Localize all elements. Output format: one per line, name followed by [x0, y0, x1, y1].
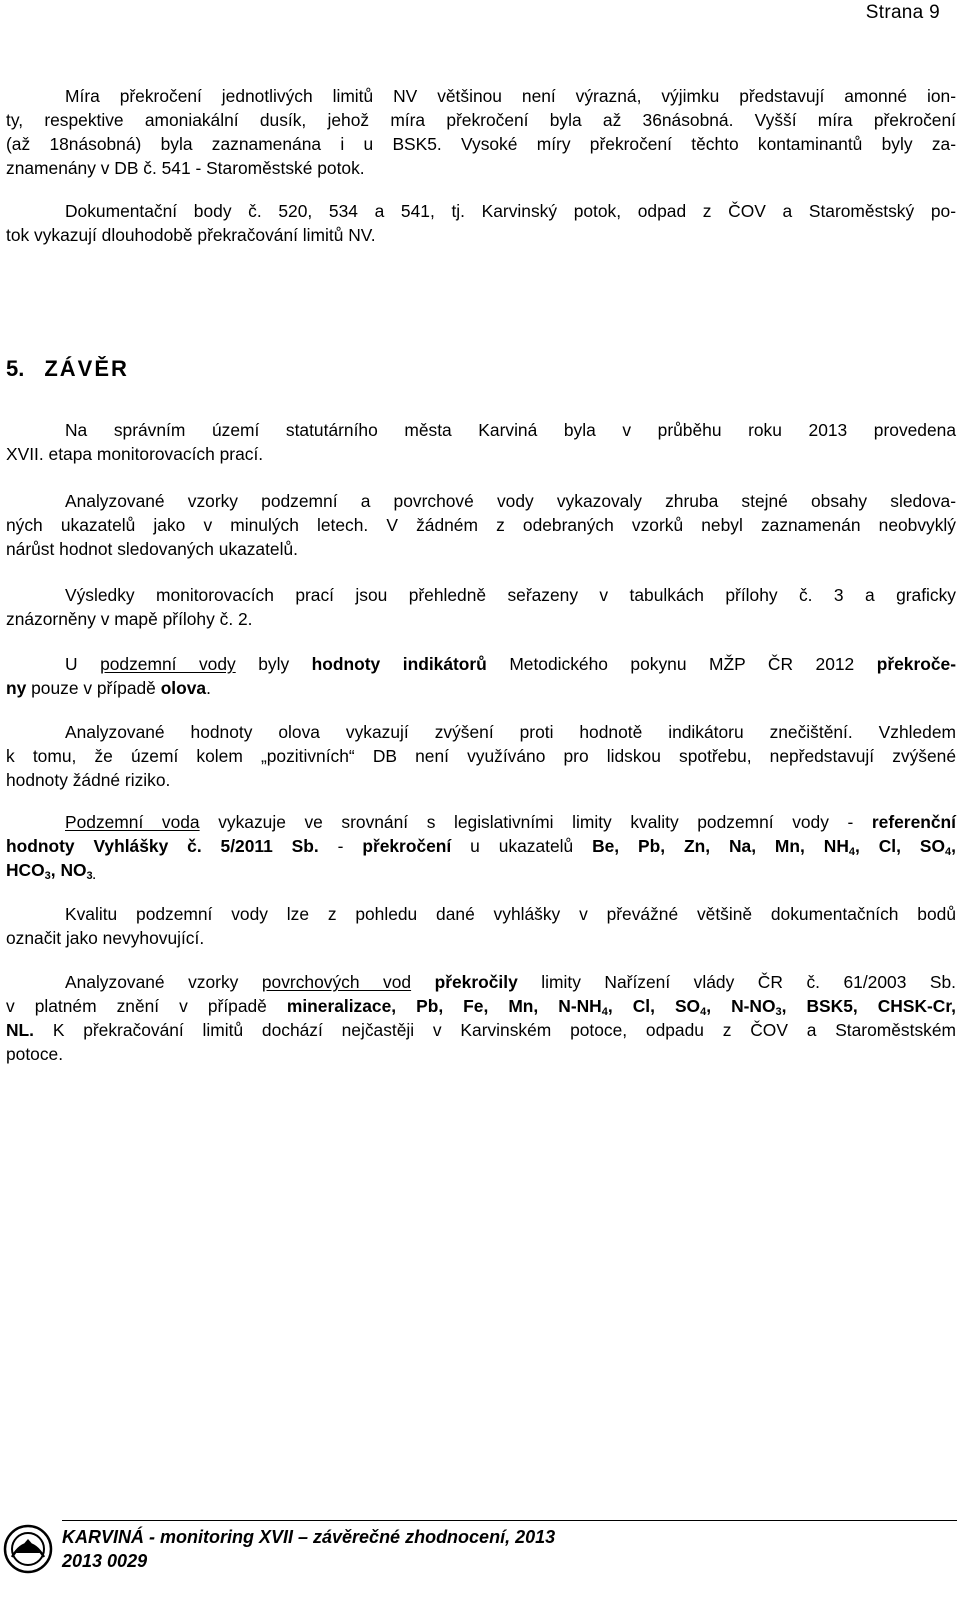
paragraph-lead	[6, 720, 956, 792]
text-line: NL. K překračování limitů dochází nejčastěji v Karvinském potoce, odpadu z ČOV a Staroměstském	[6, 1020, 956, 1040]
paragraph-ammonium	[6, 84, 956, 180]
text-line: XVII. etapa monitorovacích prací.	[6, 444, 264, 464]
page-number: Strana 9	[865, 2, 940, 23]
section-heading	[6, 356, 129, 382]
paragraph-documentation-points	[6, 199, 956, 247]
section-title: ZÁVĚR	[44, 356, 129, 381]
text-line: ty, respektive amoniakální dusík, jehož míra překročení byla až 36násobná. Vyšší míra překročení	[6, 110, 956, 130]
text-line: Analyzované vzorky podzemní a povrchové vody vykazovaly zhruba stejné obsahy sledova-	[65, 491, 956, 511]
text-line: Analyzované hodnoty olova vykazují zvýšení proti hodnotě indikátoru znečištění. Vzhledem	[65, 722, 956, 742]
text-line: potoce.	[6, 1044, 64, 1064]
text-line: hodnoty žádné riziko.	[6, 770, 171, 790]
text-line: Míra překročení jednotlivých limitů NV většinou není výrazná, výjimku představují amonné ion-	[65, 86, 956, 106]
footer-title: KARVINÁ - monitoring XVII – závěrečné zhodnocení, 2013	[62, 1527, 556, 1547]
text-line: (až 18násobná) byla zaznamenána i u BSK5. Vysoké míry překročení těchto kontaminantů byly za-	[6, 134, 956, 154]
text-line: nárůst hodnot sledovaných ukazatelů.	[6, 539, 298, 559]
paragraph-surface-water	[6, 970, 956, 1066]
text-line: tok vykazují dlouhodobě překračování limitů NV.	[6, 225, 376, 245]
text-line: ných ukazatelů jako v minulých letech. V žádném z odebraných vzorků nebyl zaznamenán neobvyklý	[6, 515, 956, 535]
paragraph-groundwater-quality	[6, 902, 956, 950]
text-line: U podzemní vody byly hodnoty indikátorů Metodického pokynu MŽP ČR 2012 překroče-	[65, 654, 957, 674]
paragraph-results	[6, 583, 956, 631]
text-line: Výsledky monitorovacích prací jsou přehledně seřazeny v tabulkách přílohy č. 3 a graficky	[65, 585, 956, 605]
text-line: Podzemní voda vykazuje ve srovnání s legislativními limity kvality podzemní vody - referenční	[65, 812, 956, 832]
paragraph-territory	[6, 418, 956, 466]
text-line: znamenány v DB č. 541 - Staroměstské potok.	[6, 158, 365, 178]
paragraph-groundwater-indicators	[6, 652, 956, 700]
footer-divider	[62, 1520, 957, 1521]
text-line: Analyzované vzorky povrchových vod překročily limity Nařízení vlády ČR č. 61/2003 Sb.	[65, 972, 956, 992]
text-line: k tomu, že území kolem „pozitivních“ DB není využíváno pro lidskou spotřebu, nepředstavují zvýšené	[6, 746, 956, 766]
text-line: $HCO_3$, $NO_{3.}$	[6, 860, 96, 882]
text-line: označit jako nevyhovující.	[6, 928, 205, 948]
paragraph-samples	[6, 489, 956, 561]
footer-code: 2013 0029	[62, 1551, 148, 1571]
text-line: znázorněny v mapě přílohy č. 2.	[6, 609, 253, 629]
text-line: Dokumentační body č. 520, 534 a 541, tj. Karvinský potok, odpad z ČOV a Staroměstský po-	[65, 201, 956, 221]
company-logo-icon	[2, 1523, 54, 1575]
text-line: Na správním území statutárního města Karviná byla v průběhu roku 2013 provedena	[65, 420, 956, 440]
text-line: ny pouze v případě olova.	[6, 678, 211, 698]
text-line: hodnoty Vyhlášky č. 5/2011 Sb. - překročení u ukazatelů Be, Pb, Zn, Na, Mn, $NH_4$, Cl, $SO_4$,	[6, 836, 956, 858]
text-line: Kvalitu podzemní vody lze z pohledu dané vyhlášky v převážné většině dokumentačních bodů	[65, 904, 956, 924]
section-number: 5.	[6, 356, 25, 381]
text-line: v platném znění v případě mineralizace, Pb, Fe, Mn, $N-NH_4$, Cl, $SO_4$, $N-NO_3$, BSK5, CHSK-Cr,	[6, 996, 956, 1018]
paragraph-groundwater-limits	[6, 810, 956, 882]
